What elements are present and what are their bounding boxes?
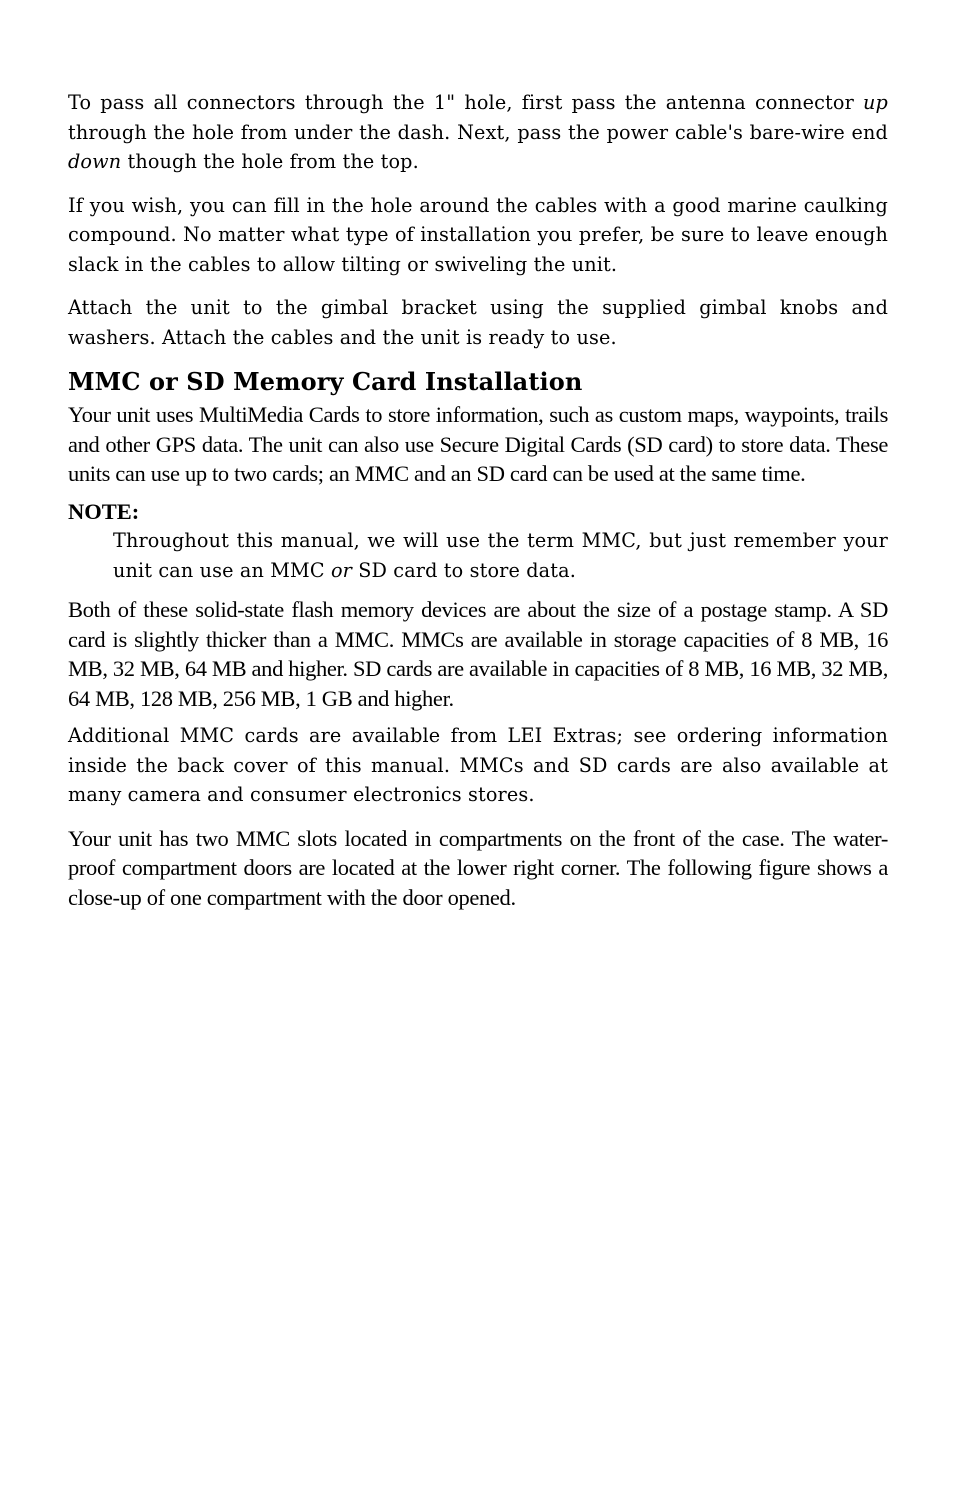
text-span: though the hole from the top. <box>121 150 419 173</box>
paragraph-caulking: If you wish, you can fill in the hole around the cables with a good marine caulking compound. No matter what type of installation you prefer, be sure to leave enough slack in the cables to allow tilting or swiveling the unit. <box>68 193 888 276</box>
note-body <box>113 526 888 585</box>
emphasis-down: down <box>68 150 122 173</box>
paragraph-lei-extras: Additional MMC cards are available from LEI Extras; see ordering information inside the back cover of this manual. MMCs and SD cards are also available at many camera and consumer electronics stores. <box>68 724 888 806</box>
note-label: NOTE: <box>68 498 140 524</box>
paragraph-attach-unit: Attach the unit to the gimbal bracket using the supplied gimbal knobs and washers. Attach the cables and the unit is ready to use. <box>68 296 888 349</box>
paragraph-flash-memory: Both of these solid-state flash memory devices are about the size of a postage stamp. A SD card is slightly thicker than a MMC. MMCs are available in storage capacities of 8 MB, 16 MB, 32 MB, 64 MB and higher. SD cards are available in capacities of 8 MB, 16 MB, 32 MB, 64 MB, 128 MB, 256 MB, 1 GB and higher. <box>68 597 888 711</box>
emphasis-up: up <box>863 91 888 114</box>
page-content <box>68 88 888 920</box>
paragraph-multimedia-cards: Your unit uses MultiMedia Cards to store information, such as custom maps, waypoints, trails and other GPS data. The unit can also use Secure Digital Cards (SD card) to store data. These units can use up to two cards; an MMC and an SD card can be used at the same time. <box>68 402 888 486</box>
text-span: To pass all connectors through the 1" hole, first pass the antenna connector <box>68 91 864 114</box>
paragraph-mmc-slots: Your unit has two MMC slots located in compartments on the front of the case. The water-proof compartment doors are located at the lower right corner. The following figure shows a close-up of one compartment with the door opened. <box>68 825 888 910</box>
paragraph-connectors <box>68 88 888 177</box>
text-span: Throughout this manual, we will use the term MMC, but just remember your unit can use an MMC <box>113 529 888 582</box>
text-span: SD card to store data. <box>351 558 576 582</box>
text-span: through the hole from under the dash. Next, pass the power cable's bare-wire end <box>68 120 888 144</box>
section-heading: MMC or SD Memory Card Installation <box>68 367 583 396</box>
emphasis-or: or <box>330 558 352 582</box>
